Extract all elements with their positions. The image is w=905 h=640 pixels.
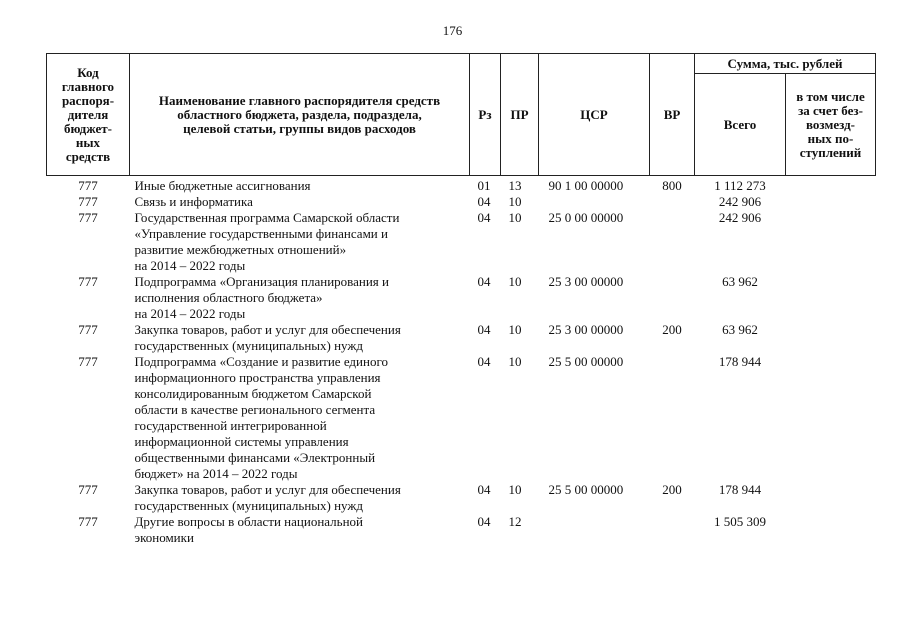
row-free xyxy=(786,274,876,322)
table-row xyxy=(47,354,876,482)
row-pr: 10 xyxy=(508,274,522,289)
header-vr: ВР xyxy=(650,54,695,176)
header-code: Код главного распоря- дителя бюджет- ных средств xyxy=(47,54,130,176)
row-csr: 90 1 00 00000 xyxy=(548,178,624,193)
row-rz: 04 xyxy=(477,514,491,529)
row-csr: 25 0 00 00000 xyxy=(548,210,624,225)
row-csr: 25 3 00 00000 xyxy=(548,274,624,289)
row-free xyxy=(786,176,876,195)
table-row xyxy=(47,274,876,322)
row-csr xyxy=(539,194,650,210)
header-free: в том числе за счет без- возмезд- ных по- ступлений xyxy=(786,74,876,176)
header-csr: ЦСР xyxy=(539,54,650,176)
row-vr: 800 xyxy=(662,178,682,193)
table-row xyxy=(47,514,876,546)
row-rz: 04 xyxy=(477,354,491,369)
row-csr: 25 5 00 00000 xyxy=(548,354,624,369)
row-rz: 04 xyxy=(477,322,491,337)
row-vr xyxy=(650,354,695,482)
budget-table xyxy=(46,53,876,546)
row-pr: 12 xyxy=(508,514,522,529)
row-code: 777 xyxy=(78,194,98,209)
row-total: 178 944 xyxy=(718,354,762,369)
row-name: Закупка товаров, работ и услуг для обеспечения государственных (муниципальных) нужд xyxy=(134,322,401,353)
table-row xyxy=(47,194,876,210)
row-free xyxy=(786,482,876,514)
row-pr: 10 xyxy=(508,354,522,369)
header-pr: ПР xyxy=(501,54,539,176)
row-pr: 13 xyxy=(508,178,522,193)
row-name: Государственная программа Самарской области «Управление государственными финансами и развитие межбюджетных отношений» на 2014 – 2022 годы xyxy=(134,210,400,273)
row-name: Подпрограмма «Организация планирования и исполнения областного бюджета» на 2014 – 2022 годы xyxy=(134,274,389,321)
row-code: 777 xyxy=(78,514,98,529)
row-rz: 04 xyxy=(477,194,491,209)
header-rz: Рз xyxy=(470,54,501,176)
header-name: Наименование главного распорядителя средств областного бюджета, раздела, подраздела, целевой статьи, группы видов расходов xyxy=(130,54,470,176)
row-free xyxy=(786,322,876,354)
row-rz: 04 xyxy=(477,482,491,497)
row-total: 1 505 309 xyxy=(714,514,766,529)
row-name: Подпрограмма «Создание и развитие единого информационного пространства управления консолидированным бюджетом Самарской области в качестве регионального сегмента государственной интегрированной информационной системы управления общественными финансами «Электронный бюджет» на 2014 – 2022 годы xyxy=(134,354,388,481)
table-row xyxy=(47,322,876,354)
row-csr: 25 5 00 00000 xyxy=(548,482,624,497)
row-total: 242 906 xyxy=(718,210,762,225)
row-code: 777 xyxy=(78,178,98,193)
row-total: 242 906 xyxy=(718,194,762,209)
row-name: Другие вопросы в области национальной экономики xyxy=(134,514,363,545)
row-vr xyxy=(650,514,695,546)
header-sum: Сумма, тыс. рублей xyxy=(695,54,876,74)
row-pr: 10 xyxy=(508,322,522,337)
row-name: Связь и информатика xyxy=(134,194,253,209)
row-csr xyxy=(539,514,650,546)
header-total: Всего xyxy=(695,74,786,176)
row-rz: 01 xyxy=(477,178,491,193)
row-free xyxy=(786,354,876,482)
row-rz: 04 xyxy=(477,210,491,225)
row-pr: 10 xyxy=(508,482,522,497)
row-vr: 200 xyxy=(662,322,682,337)
table-row xyxy=(47,176,876,195)
row-vr xyxy=(650,210,695,274)
row-vr: 200 xyxy=(662,482,682,497)
row-name: Закупка товаров, работ и услуг для обеспечения государственных (муниципальных) нужд xyxy=(134,482,401,513)
table-row xyxy=(47,210,876,274)
row-rz: 04 xyxy=(477,274,491,289)
row-name: Иные бюджетные ассигнования xyxy=(134,178,311,193)
row-total: 63 962 xyxy=(722,322,758,337)
row-free xyxy=(786,514,876,546)
row-total: 1 112 273 xyxy=(714,178,766,193)
row-vr xyxy=(650,194,695,210)
row-code: 777 xyxy=(78,322,98,337)
row-code: 777 xyxy=(78,482,98,497)
table-row xyxy=(47,482,876,514)
row-csr: 25 3 00 00000 xyxy=(548,322,624,337)
row-code: 777 xyxy=(78,210,98,225)
row-code: 777 xyxy=(78,274,98,289)
row-free xyxy=(786,194,876,210)
table-header xyxy=(47,54,876,176)
table-body xyxy=(47,176,876,547)
row-total: 178 944 xyxy=(718,482,762,497)
page-number: 176 xyxy=(442,23,463,38)
row-code: 777 xyxy=(78,354,98,369)
row-total: 63 962 xyxy=(722,274,758,289)
row-pr: 10 xyxy=(508,194,522,209)
row-vr xyxy=(650,274,695,322)
row-pr: 10 xyxy=(508,210,522,225)
row-free xyxy=(786,210,876,274)
